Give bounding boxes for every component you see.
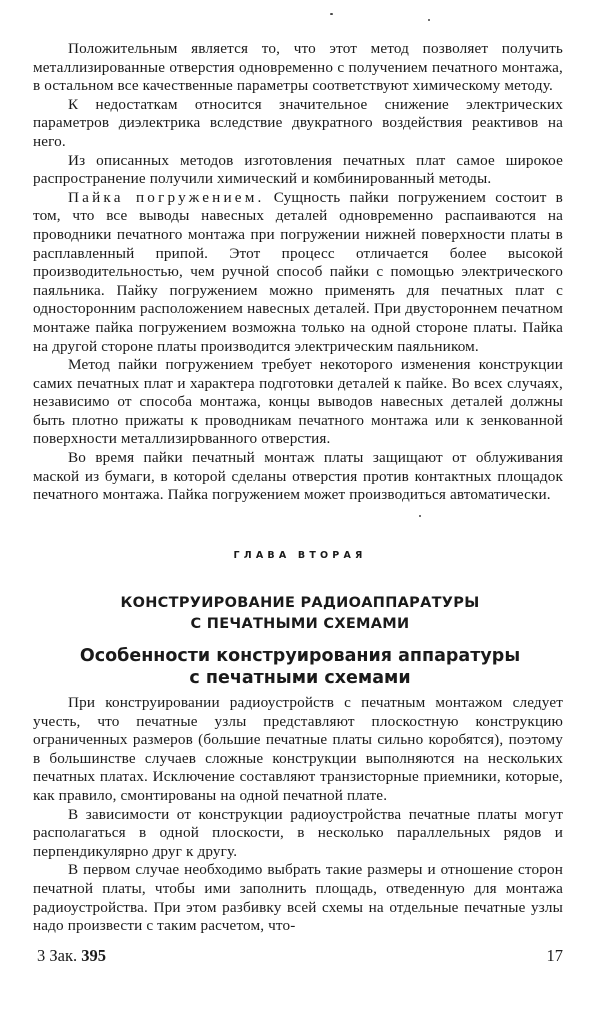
lower-text-block bbox=[33, 694, 563, 936]
paragraph: При конструировании радиоустройств с печатным монтажом следует учесть, что печатные узлы представляют плоскостную конструкцию ограниченных размеров (большие печатные платы сильно коробятся), поэтому в большинстве случаев сложные конструкции выполняются на нескольких печатных платах. Исключение составляют транзисторные приемники, которые, как правило, смонтированы на одной печатной плате. bbox=[33, 694, 563, 804]
scan-speck bbox=[419, 515, 421, 517]
chapter-title-line2: С ПЕЧАТНЫМИ СХЕМАМИ bbox=[190, 616, 410, 632]
paragraph: К недостаткам относится значительное снижение электрических параметров диэлектрика вследствие двукратного воздействия реактивов на него. bbox=[33, 95, 563, 150]
chapter-label: ГЛАВА ВТОРАЯ bbox=[233, 550, 367, 561]
paragraph-dip-soldering bbox=[33, 189, 563, 356]
signature-prefix: 3 Зак. bbox=[37, 946, 78, 965]
paragraph: В первом случае необходимо выбрать такие размеры и отношение сторон печатной платы, чтобы ими заполнить площадь, отведенную для монтажа радиоустройства. При этом разбивку всей схемы на отдельные печатные узлы надо произвести с таким расчетом, что- bbox=[33, 861, 563, 935]
printer-signature bbox=[37, 946, 106, 966]
paragraph: Метод пайки погружением требует некоторого изменения конструкции самих печатных плат и характера подготовки деталей к пайке. Во всех случаях, независимо от способа монтажа, концы выводов навесных деталей должны быть плотно прижаты к проводникам печатного монтажа или к зенкованной поверхности металлизированного отверстия. bbox=[33, 356, 563, 448]
section-title-line2: с печатными схемами bbox=[189, 668, 411, 688]
upper-text-block bbox=[33, 40, 563, 505]
section-title: Особенности конструирования аппаратуры bbox=[79, 646, 521, 666]
page-number: 17 bbox=[546, 946, 563, 965]
paragraph: Положительным является то, что этот метод позволяет получить металлизированные отверстия одновременно с получением печатного монтажа, в остальном все качественные параметры соответствуют химическому методу. bbox=[33, 40, 563, 95]
signature-number: 395 bbox=[81, 946, 106, 965]
run-in-heading: Пайка погружением. bbox=[68, 188, 265, 206]
paragraph: В зависимости от конструкции радиоустройства печатные платы могут располагаться в одной плоскости, в несколько параллельных рядов и перпендикулярно друг к другу. bbox=[33, 805, 563, 860]
paragraph-body: Сущность пайки погружением состоит в том, что все выводы навесных деталей одновременно распаиваются на проводники печатного монтажа при погружении нижней поверхности платы в расплавленный припой. Этот процесс отличается более высокой производительностью, чем ручной способ пайки с помощью электрического паяльника. Пайку погружением можно применять для печатных плат с односторонним расположением навесных деталей. При двустороннем печатном монтаже пайка погружением возможна только на одной стороне платы. Пайка на другой стороне платы производится электрическим паяльником. bbox=[33, 188, 563, 355]
paragraph: Из описанных методов изготовления печатных плат самое широкое распространение получили химический и комбинированный методы. bbox=[33, 151, 563, 188]
scan-speck bbox=[330, 13, 333, 15]
chapter-title: КОНСТРУИРОВАНИЕ РАДИОАППАРАТУРЫ bbox=[120, 595, 480, 611]
paragraph: Во время пайки печатный монтаж платы защищают от облуживания маской из бумаги, в которой сделаны отверстия против контактных площадок печатного монтажа. Пайка погружением может производиться автоматически. bbox=[33, 449, 563, 504]
scan-speck bbox=[428, 19, 430, 21]
